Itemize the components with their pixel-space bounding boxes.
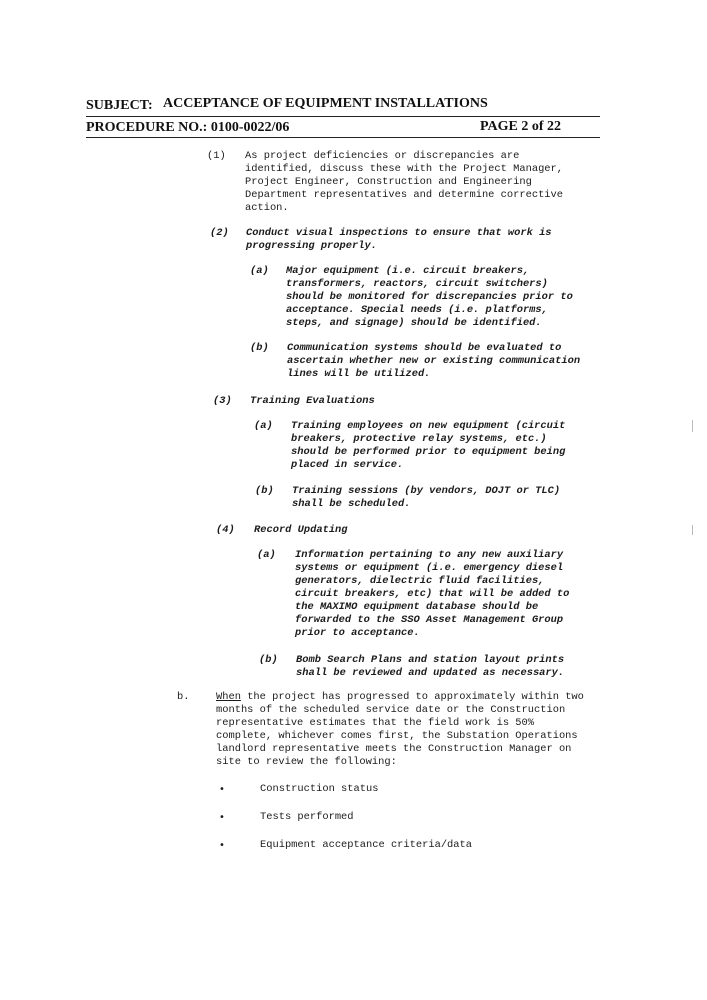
item-label: (4)	[216, 524, 235, 536]
item-line: shall be scheduled.	[292, 498, 411, 510]
bullet-icon: •	[219, 784, 225, 795]
scan-mark	[692, 525, 693, 535]
item-line: should be monitored for discrepancies prior to	[286, 291, 573, 303]
item-line: Training sessions (by vendors, DOJT or TLC)	[292, 485, 561, 497]
item-line: placed in service.	[291, 459, 404, 471]
item-line: Record Updating	[254, 524, 348, 536]
bullet-text: Equipment acceptance criteria/data	[260, 839, 473, 851]
item-line: forwarded to the SSO Asset Management Group	[295, 614, 564, 626]
item-label: (3)	[213, 395, 232, 407]
item-line: breakers, protective relay systems, etc.)	[291, 433, 547, 445]
item-label: (2)	[210, 227, 229, 239]
section-line: the project has progressed to approximately within two	[240, 691, 584, 703]
section-first-word: When	[216, 691, 241, 703]
item-line: identified, discuss these with the Project Manager,	[245, 163, 564, 175]
item-line: circuit breakers, etc) that will be added to	[295, 588, 570, 600]
item-line: action.	[245, 202, 289, 214]
item-line: Communication systems should be evaluated to	[287, 342, 562, 354]
item-label: (1)	[207, 150, 226, 162]
item-line: transformers, reactors, circuit switchers)	[286, 278, 548, 290]
item-line: Training Evaluations	[250, 395, 375, 407]
bullet-icon: •	[219, 840, 225, 851]
bullet-text: Construction status	[260, 783, 379, 795]
item-line: Conduct visual inspections to ensure that work is	[246, 227, 552, 239]
item-line: the MAXIMO equipment database should be	[295, 601, 539, 613]
item-line: should be performed prior to equipment being	[291, 446, 566, 458]
item-line: ascertain whether new or existing communication	[287, 355, 581, 367]
item-line: systems or equipment (i.e. emergency diesel	[295, 562, 564, 574]
section-line: representative estimates that the field work is 50%	[216, 717, 535, 729]
item-line: Department representatives and determine corrective	[245, 189, 564, 201]
subject-label: SUBJECT:	[86, 98, 153, 113]
page-number: PAGE 2 of 22	[480, 119, 562, 134]
header-rule-bottom	[86, 137, 600, 138]
header-rule-top	[86, 116, 600, 117]
item-line: shall be reviewed and updated as necessary.	[296, 667, 565, 679]
item-line: steps, and signage) should be identified.	[286, 317, 542, 329]
section-line: months of the scheduled service date or the Construction	[216, 704, 566, 716]
item-line: As project deficiencies or discrepancies are	[245, 150, 520, 162]
item-line: progressing properly.	[246, 240, 377, 252]
item-label: (a)	[250, 265, 269, 277]
item-line: Information pertaining to any new auxiliary	[295, 549, 564, 561]
item-line: Project Engineer, Construction and Engineering	[245, 176, 532, 188]
bullet-icon: •	[219, 812, 225, 823]
item-label: (a)	[257, 549, 276, 561]
item-line: generators, dielectric fluid facilities,	[295, 575, 545, 587]
item-line: Major equipment (i.e. circuit breakers,	[286, 265, 530, 277]
section-line: complete, whichever comes first, the Substation Operations	[216, 730, 578, 742]
scan-mark	[692, 420, 693, 432]
item-label: (b)	[250, 342, 269, 354]
item-line: Bomb Search Plans and station layout prints	[296, 654, 565, 666]
section-label: b.	[177, 691, 190, 703]
section-line: site to review the following:	[216, 756, 397, 768]
item-line: Training employees on new equipment (circuit	[291, 420, 566, 432]
item-line: prior to acceptance.	[295, 627, 420, 639]
section-line: landlord representative meets the Construction Manager on	[216, 743, 572, 755]
item-line: acceptance. Special needs (i.e. platforms,	[286, 304, 548, 316]
subject-text: ACCEPTANCE OF EQUIPMENT INSTALLATIONS	[163, 96, 488, 111]
item-label: (b)	[255, 485, 274, 497]
bullet-text: Tests performed	[260, 811, 354, 823]
item-line: lines will be utilized.	[287, 368, 431, 380]
item-label: (a)	[254, 420, 273, 432]
procedure-number: PROCEDURE NO.: 0100-0022/06	[86, 120, 290, 135]
item-label: (b)	[259, 654, 278, 666]
